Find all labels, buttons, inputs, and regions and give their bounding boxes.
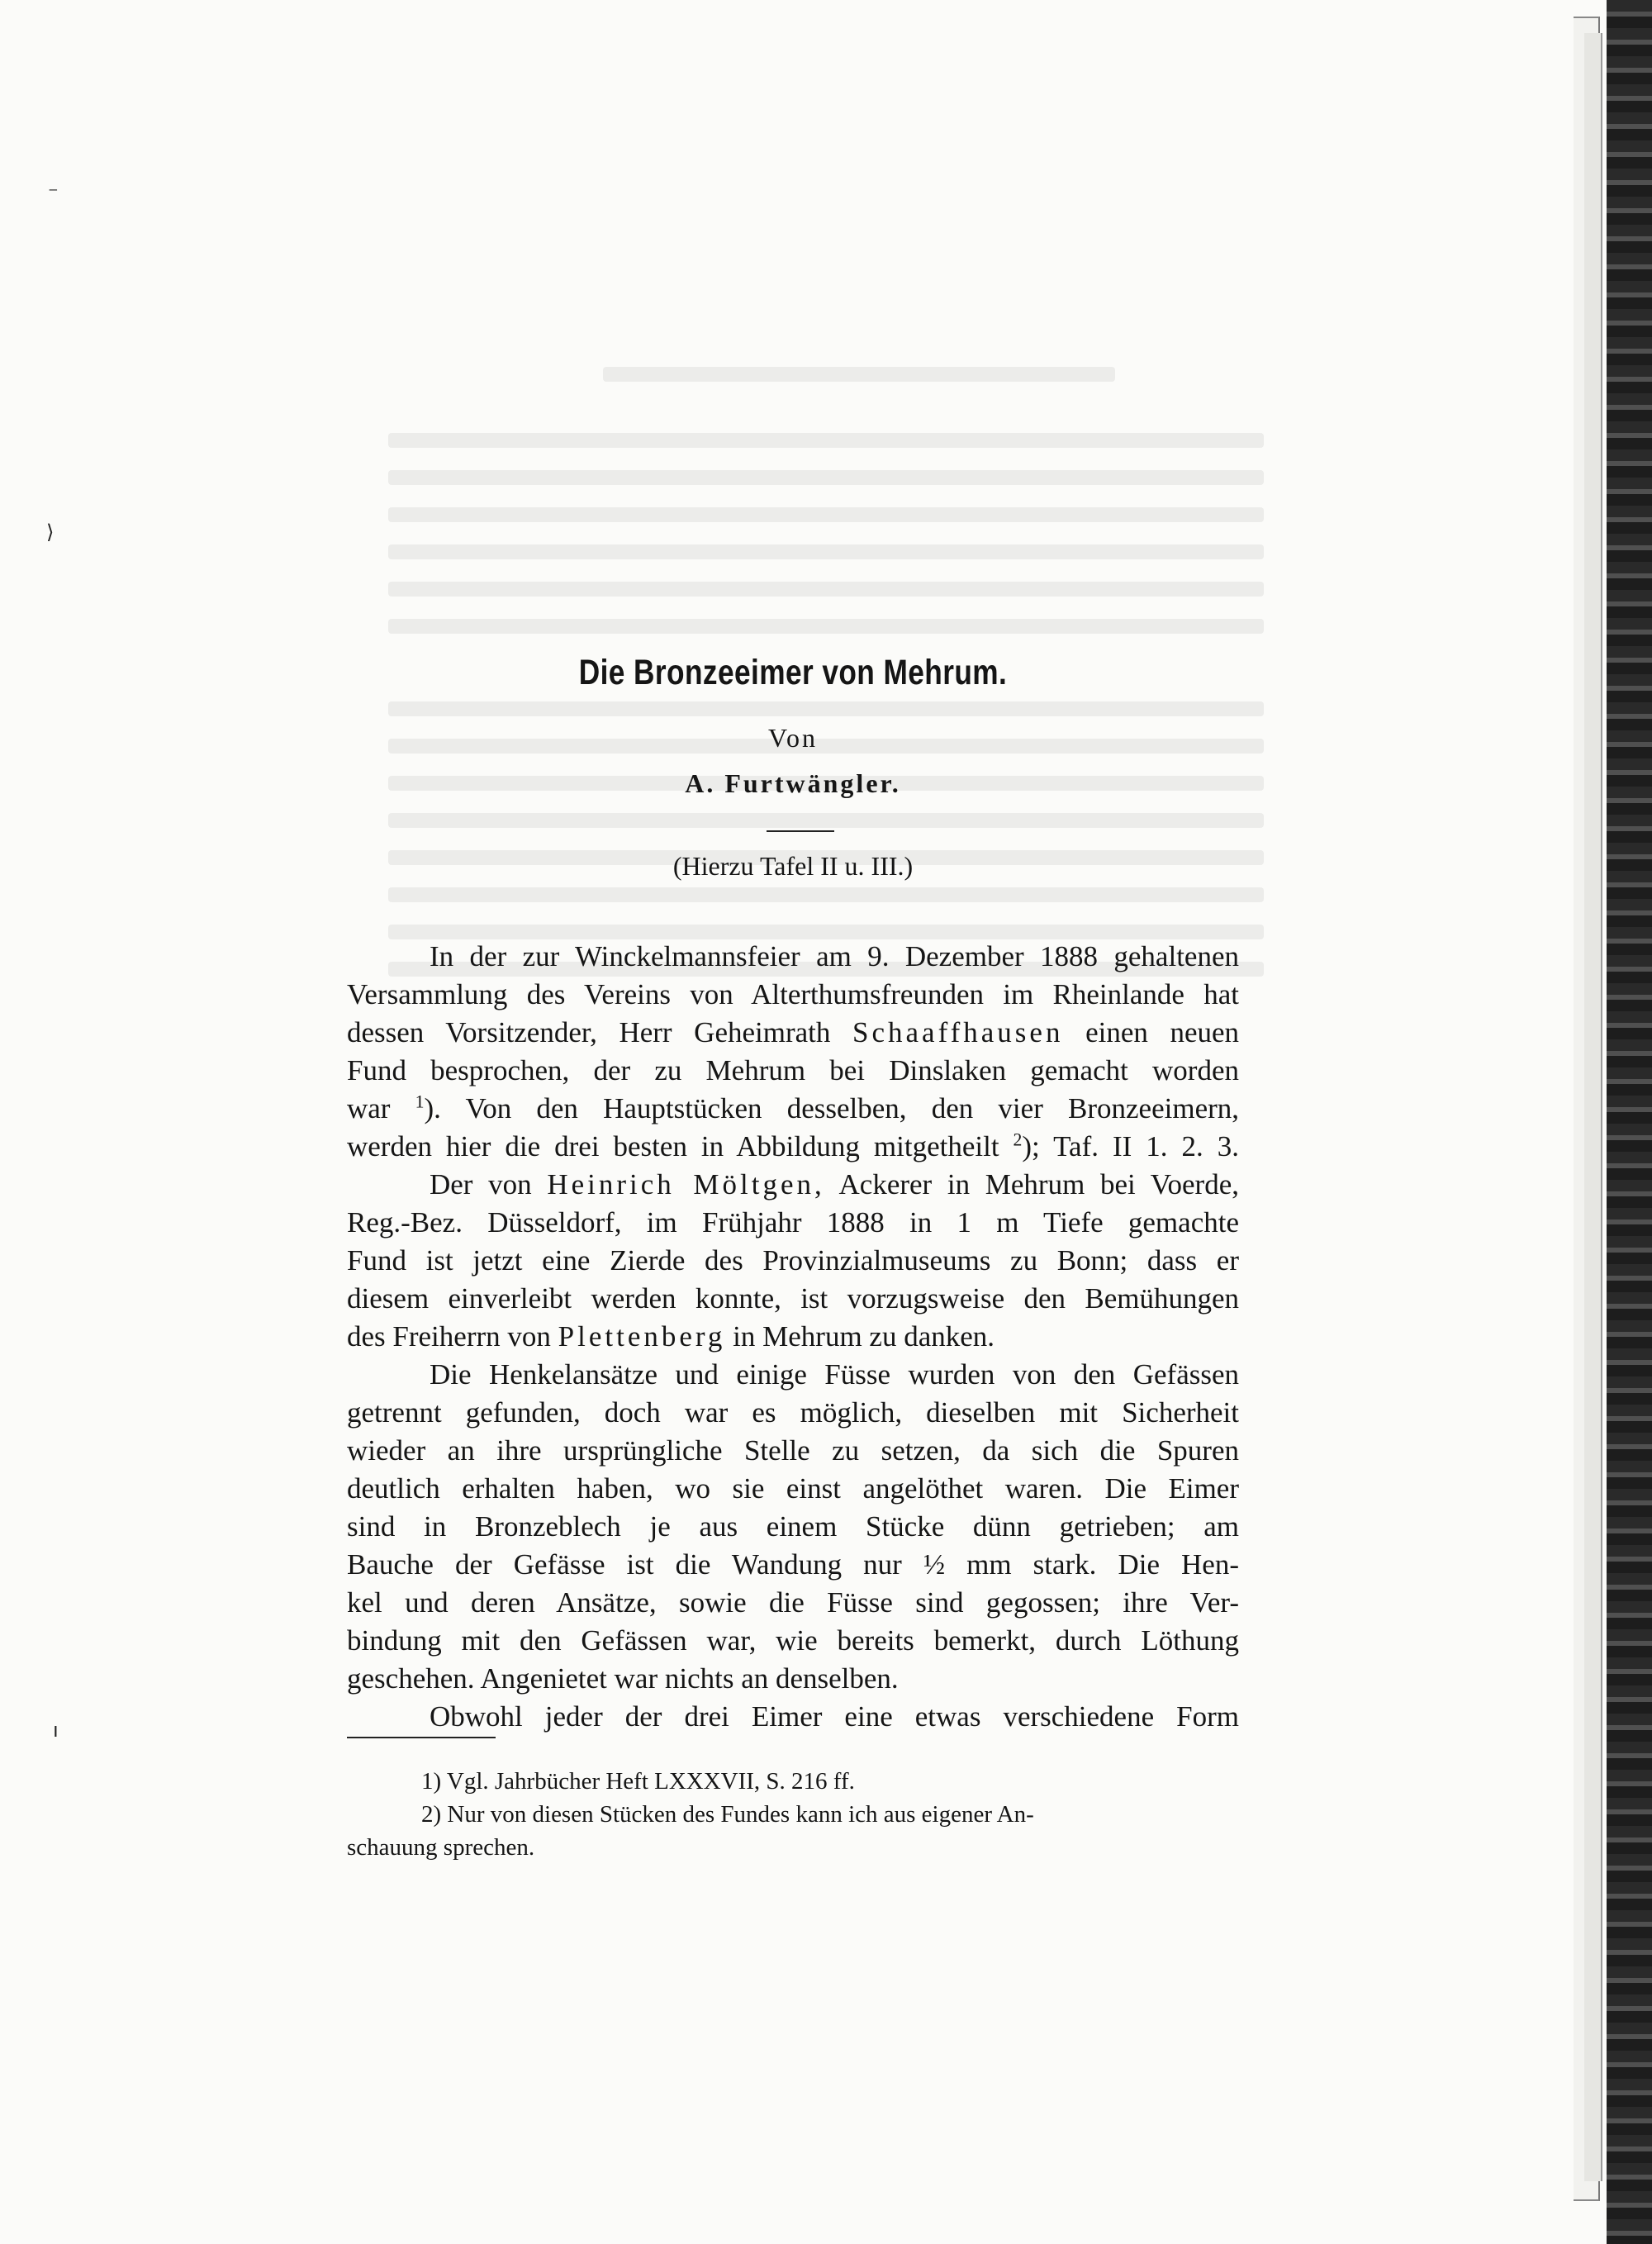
- footnote-divider: [347, 1737, 496, 1738]
- text-line: wieder an ihre ursprüngliche Stelle zu setzen, da sich die Spuren: [347, 1434, 1239, 1467]
- person-name: Schaaffhausen: [852, 1016, 1064, 1048]
- text-line: deutlich erhalten haben, wo sie einst angelöthet waren. Die Eimer: [347, 1472, 1239, 1505]
- text-line: Obwohl jeder der drei Eimer eine etwas verschiedene Form: [430, 1700, 1239, 1733]
- text-run: ). Von den Hauptstücken desselben, den vier Bronzeeimern,: [424, 1092, 1239, 1124]
- text-run: ); Taf. II 1. 2. 3.: [1022, 1130, 1239, 1162]
- page-stack-edge: [1584, 33, 1602, 2181]
- text-run: werden hier die drei besten in Abbildung mitgetheilt: [347, 1130, 999, 1162]
- footnotes: [347, 1765, 1239, 1864]
- article-title: Die Bronzeeimer von Mehrum.: [578, 653, 1008, 692]
- text-line: Versammlung des Vereins von Alterthumsfreunden im Rheinlande hat: [347, 978, 1239, 1010]
- text-line: [347, 1014, 1239, 1052]
- byline-von: Von: [768, 723, 818, 753]
- text-line: sind in Bronzeblech je aus einem Stücke dünn getrieben; am: [347, 1510, 1239, 1543]
- margin-tick-mark: ⁻: [48, 182, 59, 205]
- person-name: Heinrich Möltgen,: [547, 1168, 825, 1200]
- text-line: Fund ist jetzt eine Zierde des Provinzialmuseums zu Bonn; dass er: [347, 1244, 1239, 1277]
- text-run: des Freiherrn von: [347, 1320, 551, 1353]
- text-line: [347, 1128, 1239, 1166]
- footnote-ref: 1: [415, 1091, 425, 1112]
- text-line: [347, 1166, 1239, 1204]
- person-name: Plettenberg: [558, 1320, 726, 1353]
- article-body: [347, 938, 1239, 1736]
- text-line: geschehen. Angenietet war nichts an denselben.: [347, 1662, 899, 1695]
- footnote-2-continued: schauung sprechen.: [347, 1834, 535, 1861]
- margin-tick-mark: ı: [53, 1719, 59, 1742]
- text-line: diesem einverleibt werden konnte, ist vorzugsweise den Bemühungen: [347, 1282, 1239, 1315]
- text-run: in Mehrum zu danken.: [733, 1320, 995, 1353]
- title-divider: [767, 830, 834, 832]
- text-line: In der zur Winckelmannsfeier am 9. Dezember 1888 gehaltenen: [430, 940, 1239, 972]
- text-run: war: [347, 1092, 391, 1124]
- text-line: Reg.-Bez. Düsseldorf, im Frühjahr 1888 in 1 m Tiefe gemachte: [347, 1206, 1239, 1238]
- text-line: Die Henkelansätze und einige Füsse wurden von den Gefässen: [430, 1358, 1239, 1391]
- footnote-ref: 2: [1013, 1129, 1023, 1150]
- footnote-1: 1) Vgl. Jahrbücher Heft LXXXVII, S. 216 ff.: [421, 1768, 855, 1795]
- text-run: dessen Vorsitzender, Herr Geheimrath: [347, 1016, 831, 1048]
- text-line: Bauche der Gefässe ist die Wandung nur ½ mm stark. Die Hen-: [347, 1548, 1239, 1581]
- text-run: Der von: [430, 1168, 532, 1200]
- text-line: Fund besprochen, der zu Mehrum bei Dinslaken gemacht worden: [347, 1054, 1239, 1086]
- text-line: bindung mit den Gefässen war, wie bereits bemerkt, durch Löthung: [347, 1624, 1239, 1657]
- footnote-2: 2) Nur von diesen Stücken des Fundes kann ich aus eigener An-: [421, 1801, 1034, 1828]
- text-run: Ackerer in Mehrum bei Voerde,: [838, 1168, 1239, 1200]
- author-name: A. Furtwängler.: [685, 768, 901, 798]
- book-binding-edge: [1607, 0, 1652, 2244]
- text-run: einen neuen: [1085, 1016, 1239, 1048]
- text-line: [347, 1318, 1239, 1356]
- text-line: kel und deren Ansätze, sowie die Füsse sind gegossen; ihre Ver-: [347, 1586, 1239, 1619]
- text-line: [347, 1090, 1239, 1128]
- text-line: getrennt gefunden, doch war es möglich, dieselben mit Sicherheit: [347, 1396, 1239, 1429]
- plate-reference-note: (Hierzu Tafel II u. III.): [672, 851, 914, 881]
- margin-arrow-mark: ⟩: [46, 521, 55, 544]
